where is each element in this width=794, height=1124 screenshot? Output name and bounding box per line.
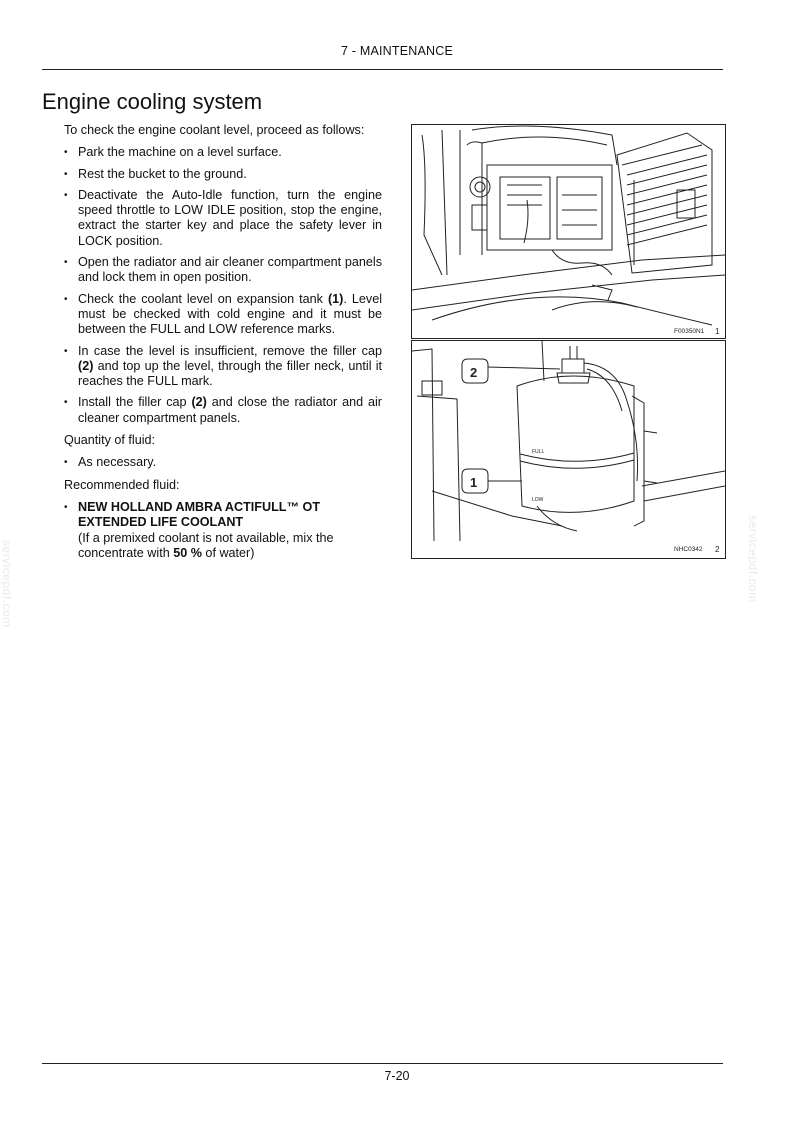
tank-full-label: FULL	[532, 449, 545, 455]
quantity-label: Quantity of fluid:	[64, 433, 156, 448]
watermark-right: servicepdf.com	[746, 515, 760, 603]
watermark-left: servicepdf.com	[0, 540, 14, 628]
footer-rule	[42, 1063, 723, 1064]
engine-compartment-illustration	[412, 125, 725, 338]
fluid-note-bold: 50 %	[173, 545, 202, 560]
step-6	[64, 344, 382, 390]
step-5	[64, 292, 382, 338]
figure-2-number: 2	[715, 545, 720, 554]
step-1: • Park the machine on a level surface.	[64, 145, 382, 160]
quantity-item: • As necessary.	[64, 455, 382, 470]
step-4: • Open the radiator and air cleaner compartment panels and lock them in open position.	[64, 255, 382, 286]
step-3: • Deactivate the Auto-Idle function, turn the engine speed throttle to LOW IDLE position, stop the engine, extract the starter key and place the safety lever in LOCK position.	[64, 188, 382, 249]
page-number: 7-20	[384, 1069, 410, 1083]
fluid-note-pre: (If a premixed coolant is not available, mix the concentrate with	[78, 530, 334, 560]
step-7-ref: (2)	[191, 395, 207, 410]
step-6-post: and top up the level, through the filler neck, until it reaches the FULL mark.	[78, 358, 382, 389]
figure-1	[411, 124, 726, 339]
step-7	[64, 395, 382, 426]
header-rule	[42, 69, 723, 70]
fluid-list	[64, 500, 382, 561]
figure-2-code: NHC0342	[674, 546, 703, 553]
step-6-pre: In case the level is insufficient, remove the filler cap	[78, 343, 382, 358]
page-header-title: 7 - MAINTENANCE	[340, 44, 454, 58]
step-5-pre: Check the coolant level on expansion tank	[78, 291, 328, 306]
figure-1-number: 1	[715, 327, 720, 336]
tank-low-label: LOW	[532, 497, 544, 503]
callout-1: 1	[470, 475, 478, 490]
fluid-note-post: of water)	[201, 545, 255, 560]
figure-1-code: F00350N1	[674, 328, 705, 335]
figure-2	[411, 340, 726, 559]
fluid-label: Recommended fluid:	[64, 477, 180, 492]
step-7-pre: Install the filler cap	[78, 395, 192, 410]
fluid-item	[64, 500, 382, 561]
instructions-column	[64, 123, 382, 568]
step-5-ref: (1)	[327, 291, 344, 306]
step-7-post: and close the radiator and air cleaner compartment panels.	[78, 395, 382, 425]
callout-2: 2	[470, 365, 478, 380]
intro-text: To check the engine coolant level, proceed as follows:	[64, 123, 365, 137]
step-5-post: . Level must be checked with cold engine and it must be between the FULL and LOW reference marks.	[78, 291, 383, 337]
step-2: • Rest the bucket to the ground.	[64, 167, 382, 182]
fluid-name: NEW HOLLAND AMBRA ACTIFULL™ OT EXTENDED LIFE COOLANT	[78, 499, 321, 530]
section-title: Engine cooling system	[42, 89, 263, 114]
step-6-ref: (2)	[78, 358, 94, 373]
expansion-tank-illustration	[412, 341, 725, 558]
quantity-list	[64, 455, 382, 470]
procedure-steps	[64, 145, 382, 426]
